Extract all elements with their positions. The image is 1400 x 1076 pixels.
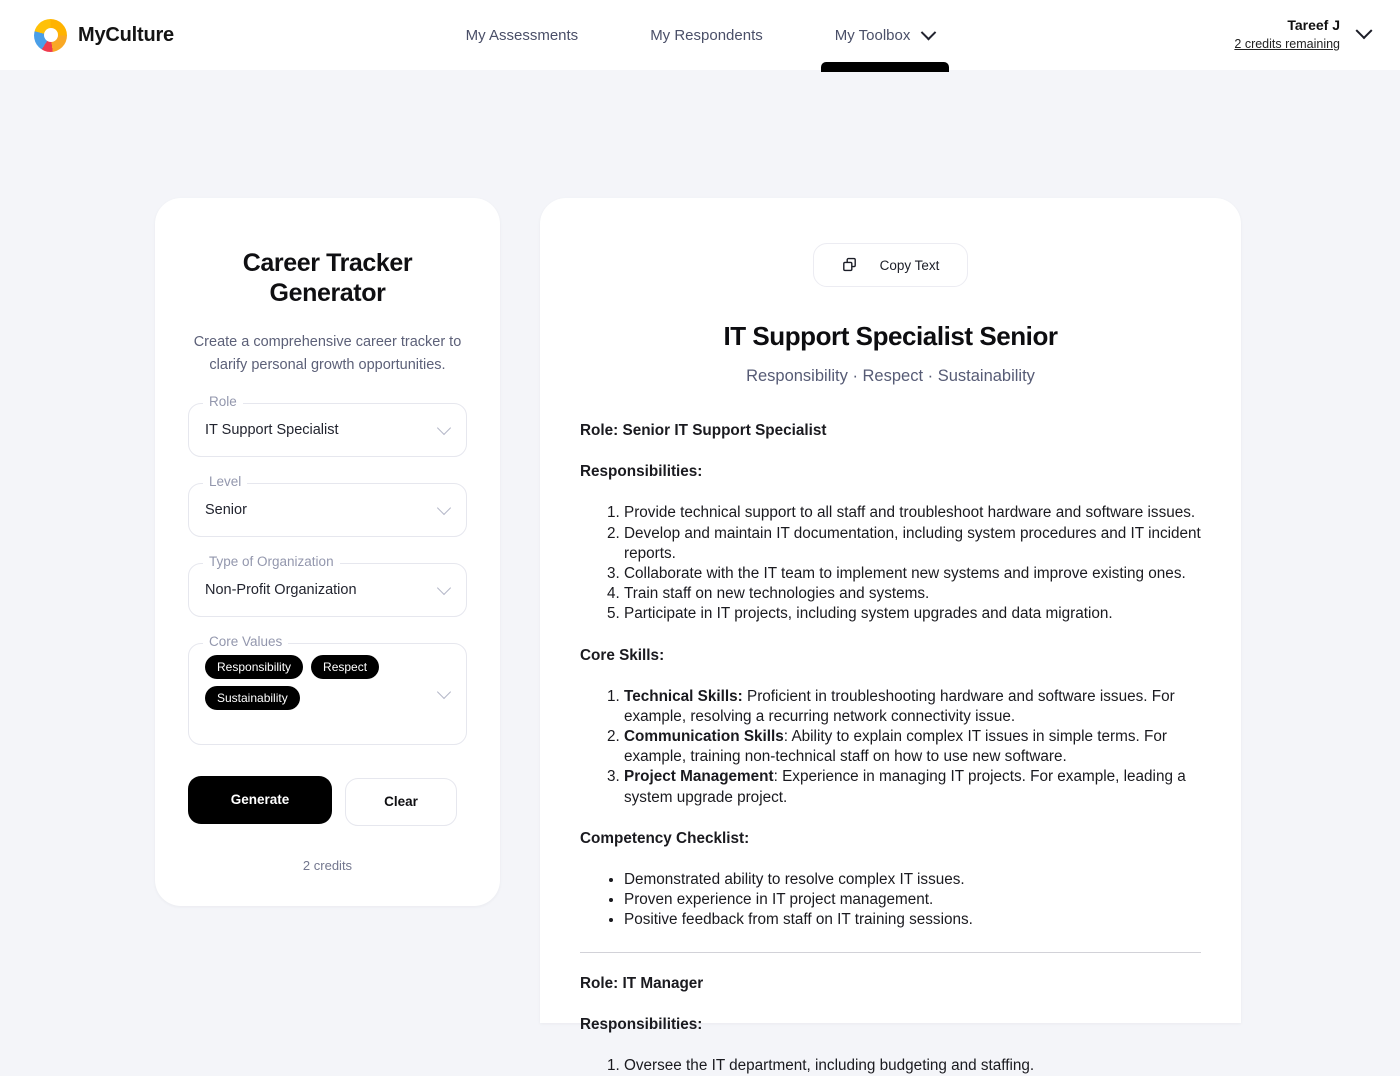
chevron-down-icon[interactable]	[437, 581, 451, 595]
role-select[interactable]	[188, 393, 467, 457]
brand-name: MyCulture	[78, 23, 174, 46]
form-actions	[188, 776, 467, 826]
brand-logo[interactable]	[34, 19, 174, 52]
core-values-select[interactable]	[188, 633, 467, 745]
list-item: 3. Collaborate with the IT team to implement new systems and improve existing ones.	[624, 564, 1201, 584]
role-heading	[580, 974, 1201, 994]
list-item-bold: Project Management	[624, 768, 774, 786]
main-navigation	[0, 0, 1400, 70]
list-item	[624, 767, 1201, 807]
nav-label: My Toolbox	[834, 26, 911, 44]
user-menu[interactable]	[1234, 17, 1370, 52]
list-item: • Proven experience in IT project management.	[624, 890, 1201, 910]
generate-button[interactable]: Generate	[188, 776, 332, 824]
nav-label: My Assessments	[465, 26, 579, 44]
core-value-chip[interactable]: Sustainability	[205, 686, 300, 710]
clear-button[interactable]: Clear	[345, 778, 457, 826]
nav-item-my-respondents[interactable]	[614, 0, 799, 70]
role-heading	[580, 421, 1201, 441]
career-tracker-form-card	[155, 198, 500, 906]
credits-cost-note: 2 credits	[302, 857, 353, 873]
organization-type-label: Type of Organization	[203, 555, 340, 569]
chevron-down-icon	[921, 24, 937, 40]
level-value: Senior	[205, 501, 247, 518]
core-value-chip[interactable]: Respect	[311, 655, 379, 679]
responsibilities-list	[580, 503, 1201, 624]
list-item	[624, 727, 1201, 767]
core-value-chip[interactable]: Responsibility	[205, 655, 303, 679]
nav-label: My Respondents	[650, 26, 763, 44]
core-values-label: Core Values	[203, 635, 288, 649]
result-card	[540, 198, 1241, 1074]
list-item: 1. Provide technical support to all staff and troubleshoot hardware and software issues.	[624, 503, 1201, 523]
core-values-chip-list	[205, 655, 450, 710]
section-divider	[580, 952, 1201, 953]
user-name: Tareef J	[1287, 17, 1340, 34]
responsibilities-list	[580, 1056, 1201, 1076]
list-item-bold: Communication Skills	[624, 728, 784, 746]
role-label: Role	[203, 395, 243, 409]
organization-type-value: Non-Profit Organization	[205, 581, 357, 598]
nav-item-my-toolbox[interactable]	[799, 0, 971, 70]
list-item: 2. Develop and maintain IT documentation, including system procedures and IT incident reports.	[624, 524, 1201, 564]
list-item-text: : Ability to explain complex IT issues in simple terms. For example, training non-technical staff on how to use new software.	[624, 728, 1167, 766]
chevron-down-icon[interactable]	[437, 421, 451, 435]
role-heading-prefix: Role:	[580, 422, 623, 439]
block-heading: Responsibilities:	[580, 1015, 703, 1033]
competency-checklist	[580, 870, 1201, 931]
list-item: 5. Participate in IT projects, including system upgrades and data migration.	[624, 604, 1201, 624]
result-subtitle: Responsibility · Respect · Sustainability	[746, 367, 1035, 385]
block-heading: Competency Checklist:	[580, 829, 750, 847]
copy-icon	[842, 257, 858, 273]
chevron-down-icon[interactable]	[1356, 22, 1373, 39]
result-title: IT Support Specialist Senior	[723, 321, 1058, 351]
chevron-down-icon[interactable]	[437, 501, 451, 515]
level-label: Level	[203, 475, 247, 489]
block-heading: Responsibilities:	[580, 463, 703, 481]
user-credits-link[interactable]: 2 credits remaining	[1234, 36, 1340, 51]
copy-text-button[interactable]	[813, 243, 969, 287]
panel-title: Career Tracker Generator	[242, 249, 413, 307]
list-item-text: : Experience in managing IT projects. For example, leading a system upgrade project.	[624, 768, 1186, 806]
list-item: 1. Oversee the IT department, including budgeting and staffing.	[624, 1056, 1201, 1076]
role-heading-value: IT Manager	[622, 974, 704, 992]
app-header	[0, 0, 1400, 70]
list-item: • Positive feedback from staff on IT training sessions.	[624, 910, 1201, 930]
donut-chart-logo-icon	[34, 19, 67, 52]
result-document	[570, 421, 1211, 1076]
core-skills-list	[580, 687, 1201, 808]
nav-item-my-assessments[interactable]	[430, 0, 615, 70]
role-heading-value: Senior IT Support Specialist	[622, 422, 827, 439]
role-heading-prefix: Role:	[580, 974, 623, 992]
organization-type-select[interactable]	[188, 553, 467, 617]
block-heading: Core Skills:	[580, 646, 665, 664]
list-item-bold: Technical Skills:	[624, 687, 743, 705]
list-item	[624, 687, 1201, 727]
list-item-text: Proficient in troubleshooting hardware and software issues. For example, resolving a recurring network connectivity issue.	[624, 687, 1175, 725]
list-item: 4. Train staff on new technologies and systems.	[624, 584, 1201, 604]
list-item: • Demonstrated ability to resolve complex IT issues.	[624, 870, 1201, 890]
role-value: IT Support Specialist	[205, 421, 339, 438]
panel-description: Create a comprehensive career tracker to clarify personal growth opportunities.	[193, 334, 462, 373]
page-body	[0, 70, 1400, 1074]
copy-text-label: Copy Text	[879, 257, 940, 273]
level-select[interactable]	[188, 473, 467, 537]
